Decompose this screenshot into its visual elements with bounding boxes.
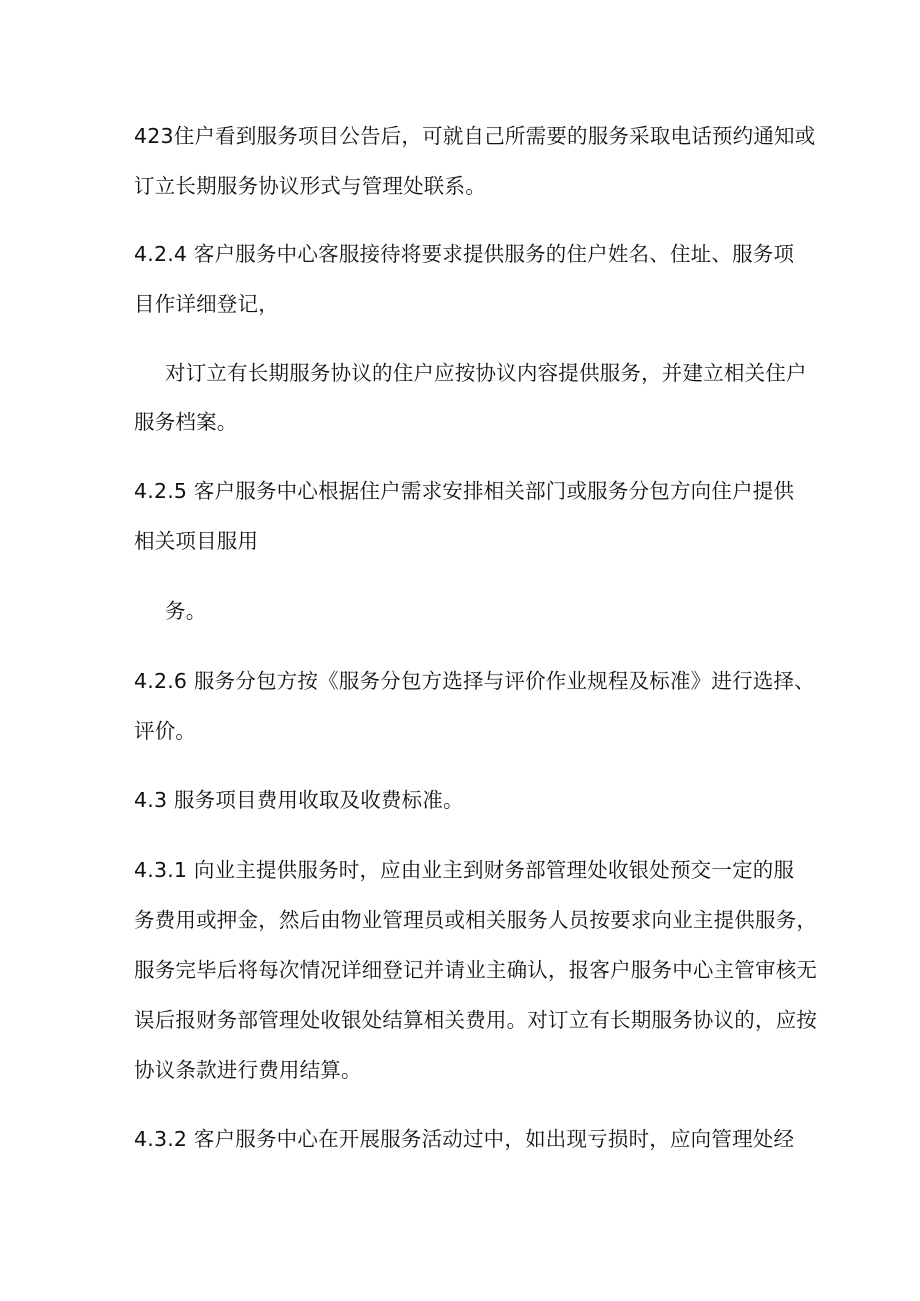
- section-4-3-heading: 4.3 服务项目费用收取及收费标准。: [134, 788, 464, 812]
- paragraph-contract-line-2: 服务档案。: [134, 410, 238, 434]
- paragraph-4-2-6-line-1: 4.2.6 服务分包方按《服务分包方选择与评价作业规程及标准》进行选择、: [134, 669, 815, 693]
- paragraph-4-2-4-line-2: 目作详细登记，: [134, 292, 279, 316]
- paragraph-4-2-3-line-2: 订立长期服务协议形式与管理处联系。: [134, 174, 486, 198]
- paragraph-4-2-5-line-3: 务。: [165, 599, 207, 623]
- paragraph-4-2-4-line-1: 4.2.4 客户服务中心客服接待将要求提供服务的住户姓名、住址、服务项: [134, 242, 795, 266]
- paragraph-4-2-5-line-2: 相关项目服用: [134, 529, 259, 553]
- paragraph-contract-line-1: 对订立有长期服务协议的住户应按协议内容提供服务，并建立相关住户: [165, 361, 807, 385]
- paragraph-4-2-6-line-2: 评价。: [134, 719, 197, 743]
- paragraph-4-3-1-line-1: 4.3.1 向业主提供服务时，应由业主到财务部管理处收银处预交一定的服: [134, 858, 795, 882]
- paragraph-4-2-5-line-1: 4.2.5 客户服务中心根据住户需求安排相关部门或服务分包方向住户提供: [134, 479, 795, 503]
- paragraph-4-3-1-line-4: 误后报财务部管理处收银处结算相关费用。对订立有长期服务协议的，应按: [134, 1008, 818, 1032]
- paragraph-4-3-1-line-5: 协议条款进行费用结算。: [134, 1058, 362, 1082]
- paragraph-4-3-2-line-1: 4.3.2 客户服务中心在开展服务活动过中，如出现亏损时，应向管理处经: [134, 1127, 795, 1151]
- paragraph-4-3-1-line-2: 务费用或押金，然后由物业管理员或相关服务人员按要求向业主提供服务，: [134, 908, 818, 932]
- paragraph-4-2-3-line-1: 423住户看到服务项目公告后，可就自己所需要的服务采取电话预约通知或: [134, 124, 816, 148]
- paragraph-4-3-1-line-3: 服务完毕后将每次情况详细登记并请业主确认，报客户服务中心主管审核无: [134, 958, 818, 982]
